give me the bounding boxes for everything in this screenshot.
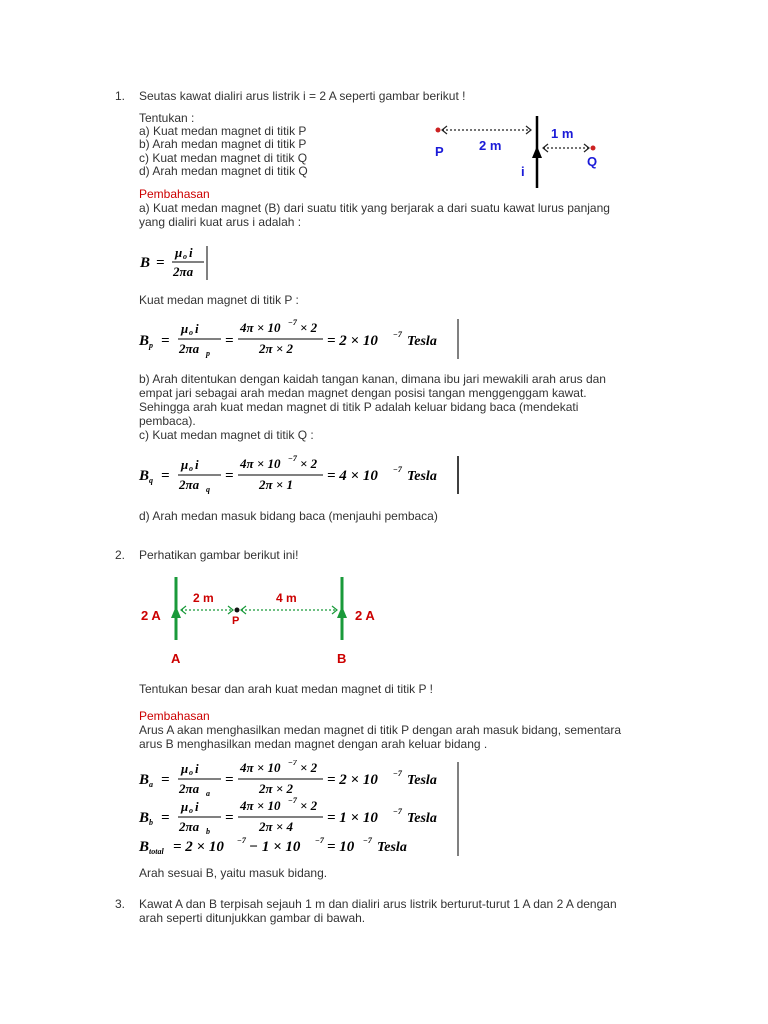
svg-text:× 2: × 2 <box>300 760 318 775</box>
svg-text:2πa: 2πa <box>179 781 200 796</box>
svg-text:B: B <box>140 255 151 271</box>
svg-text:B: B <box>139 468 150 484</box>
svg-text:−7: −7 <box>288 318 297 327</box>
svg-text:=: = <box>225 333 234 349</box>
q3-line2: arah seperti ditunjukkan gambar di bawah. <box>139 911 366 925</box>
svg-text:−7: −7 <box>288 796 297 805</box>
current-arrow <box>532 146 542 158</box>
label-q: Q <box>587 154 598 169</box>
point-p-dot <box>436 128 441 133</box>
svg-text:q: q <box>206 485 210 494</box>
svg-text:i: i <box>189 245 193 260</box>
svg-text:−7: −7 <box>237 836 246 845</box>
svg-text:=: = <box>225 772 234 788</box>
q2-line2: arus B menghasilkan medan magnet dengan arah keluar bidang . <box>139 737 488 751</box>
svg-text:i: i <box>195 761 199 776</box>
svg-text:−7: −7 <box>393 465 402 474</box>
svg-text:4π × 10: 4π × 10 <box>240 456 281 471</box>
label-a: A <box>171 651 181 666</box>
svg-text:a: a <box>149 780 153 789</box>
q1-b-line3: Sehingga arah kuat medan magnet di titik P adalah keluar bidang baca (mendekati <box>139 400 579 414</box>
svg-text:B: B <box>139 810 150 826</box>
q1-d-line: d) Arah medan masuk bidang baca (menjauhi pembaca) <box>139 509 438 523</box>
svg-text:−7: −7 <box>393 330 402 339</box>
svg-text:× 2: × 2 <box>300 798 318 813</box>
svg-text:a: a <box>206 789 210 798</box>
svg-text:= 2 × 10: = 2 × 10 <box>327 772 378 788</box>
formula-b-general <box>138 240 218 282</box>
label-dist-pb: 4 m <box>276 591 297 605</box>
q1-pembahasan: Pembahasan <box>139 187 210 201</box>
svg-text:b: b <box>206 827 210 836</box>
q1-question: Seutas kawat dialiri arus listrik i = 2 A seperti gambar berikut ! <box>139 89 466 103</box>
svg-text:2π × 2: 2π × 2 <box>259 341 294 356</box>
svg-text:i: i <box>195 321 199 336</box>
svg-text:− 1 × 10: − 1 × 10 <box>249 839 301 855</box>
svg-text:o: o <box>189 328 193 337</box>
svg-text:=: = <box>225 810 234 826</box>
svg-text:p: p <box>149 341 153 350</box>
q1-tentukan: Tentukan : <box>139 111 195 125</box>
svg-text:=: = <box>225 468 234 484</box>
svg-text:2π × 4: 2π × 4 <box>259 819 294 834</box>
svg-text:Tesla: Tesla <box>377 840 407 855</box>
svg-text:−7: −7 <box>288 760 297 767</box>
svg-text:Tesla: Tesla <box>407 773 437 788</box>
svg-text:= 2 × 10: = 2 × 10 <box>327 333 378 349</box>
svg-text:μ: μ <box>181 799 189 814</box>
svg-text:=: = <box>161 333 170 349</box>
svg-text:=: = <box>156 255 165 271</box>
svg-text:2πa: 2πa <box>179 819 200 834</box>
label-p: P <box>232 615 240 627</box>
svg-text:2πa: 2πa <box>179 341 200 356</box>
label-b: B <box>337 651 347 666</box>
q2-conclusion: Arah sesuai B, yaitu masuk bidang. <box>139 866 328 880</box>
svg-text:=: = <box>161 810 170 826</box>
wire-b-arrow <box>337 606 347 618</box>
svg-text:−7: −7 <box>393 807 402 816</box>
svg-text:4π × 10: 4π × 10 <box>240 320 281 335</box>
svg-text:−7: −7 <box>393 769 402 778</box>
formula-bq <box>137 452 467 500</box>
svg-text:B: B <box>139 839 150 855</box>
svg-text:total: total <box>149 847 164 856</box>
formula-q2-block <box>137 760 467 858</box>
svg-text:p: p <box>206 349 210 358</box>
svg-text:B: B <box>139 772 150 788</box>
svg-text:× 2: × 2 <box>300 456 318 471</box>
svg-text:−7: −7 <box>363 836 372 845</box>
svg-text:× 2: × 2 <box>300 320 318 335</box>
svg-text:Tesla: Tesla <box>407 334 437 349</box>
q1-item-a: a) Kuat medan magnet di titik P <box>139 124 307 138</box>
wire-a-arrow <box>171 606 181 618</box>
svg-text:−7: −7 <box>288 454 297 463</box>
q2-question: Perhatikan gambar berikut ini! <box>139 548 299 562</box>
svg-text:2πa: 2πa <box>173 264 194 279</box>
svg-text:2πa: 2πa <box>179 477 200 492</box>
svg-text:o: o <box>189 464 193 473</box>
q1-a-line2: yang dialiri kuat arus i adalah : <box>139 215 302 229</box>
svg-text:= 10: = 10 <box>327 839 355 855</box>
svg-text:o: o <box>189 768 193 777</box>
q2-number: 2. <box>115 548 126 562</box>
label-dist-ap: 2 m <box>193 591 214 605</box>
q1-item-d: d) Arah medan magnet di titik Q <box>139 164 308 178</box>
svg-text:μ: μ <box>181 457 189 472</box>
label-p: P <box>435 144 444 159</box>
label-i: i <box>521 164 525 179</box>
q1-number: 1. <box>115 89 126 103</box>
q1-b-line2: empat jari sebagai arah medan magnet dengan posisi tangan menggenggam kawat. <box>139 386 587 400</box>
point-p-dot <box>235 608 240 613</box>
q1-a-line1: a) Kuat medan magnet (B) dari suatu titik yang berjarak a dari suatu kawat lurus panjang <box>139 201 610 215</box>
q1-wire-figure <box>425 112 615 192</box>
label-current-b: 2 A <box>355 608 375 623</box>
svg-text:Tesla: Tesla <box>407 469 437 484</box>
svg-text:μ: μ <box>175 245 183 260</box>
svg-text:μ: μ <box>181 321 189 336</box>
svg-text:2π × 1: 2π × 1 <box>259 477 294 492</box>
label-dist-q: 1 m <box>551 126 574 141</box>
svg-text:2π × 2: 2π × 2 <box>259 781 294 796</box>
q2-line1: Arus A akan menghasilkan medan magnet di titik P dengan arah masuk bidang, sementara <box>139 723 622 737</box>
label-dist-p: 2 m <box>479 138 502 153</box>
q1-p-intro: Kuat medan magnet di titik P : <box>139 293 299 307</box>
q2-two-wire-figure <box>135 575 395 667</box>
svg-text:= 1 × 10: = 1 × 10 <box>327 810 378 826</box>
q2-pembahasan: Pembahasan <box>139 709 210 723</box>
svg-text:= 4 × 10: = 4 × 10 <box>327 468 378 484</box>
svg-text:o: o <box>183 252 187 261</box>
q1-item-c: c) Kuat medan magnet di titik Q <box>139 151 308 165</box>
svg-text:B: B <box>139 333 150 349</box>
q2-tentukan: Tentukan besar dan arah kuat medan magnet di titik P ! <box>139 682 433 696</box>
q1-b-line4: pembaca). <box>139 414 196 428</box>
svg-text:4π × 10: 4π × 10 <box>240 760 281 775</box>
q1-b-line1: b) Arah ditentukan dengan kaidah tangan kanan, dimana ibu jari mewakili arah arus dan <box>139 372 606 386</box>
svg-text:μ: μ <box>181 761 189 776</box>
formula-bp <box>137 315 467 363</box>
svg-text:b: b <box>149 818 153 827</box>
svg-text:−7: −7 <box>315 836 324 845</box>
q1-item-b: b) Arah medan magnet di titik P <box>139 137 307 151</box>
svg-text:i: i <box>195 799 199 814</box>
svg-text:o: o <box>189 806 193 815</box>
label-current-a: 2 A <box>141 608 161 623</box>
svg-text:= 2 × 10: = 2 × 10 <box>173 839 224 855</box>
q3-line1: Kawat A dan B terpisah sejauh 1 m dan dialiri arus listrik berturut-turut 1 A dan 2 A dengan <box>139 897 617 911</box>
svg-text:=: = <box>161 772 170 788</box>
svg-text:q: q <box>149 476 153 485</box>
point-q-dot <box>591 146 596 151</box>
svg-text:4π × 10: 4π × 10 <box>240 798 281 813</box>
q3-number: 3. <box>115 897 126 911</box>
q1-c-line: c) Kuat medan magnet di titik Q : <box>139 428 314 442</box>
svg-text:i: i <box>195 457 199 472</box>
svg-text:Tesla: Tesla <box>407 811 437 826</box>
svg-text:=: = <box>161 468 170 484</box>
